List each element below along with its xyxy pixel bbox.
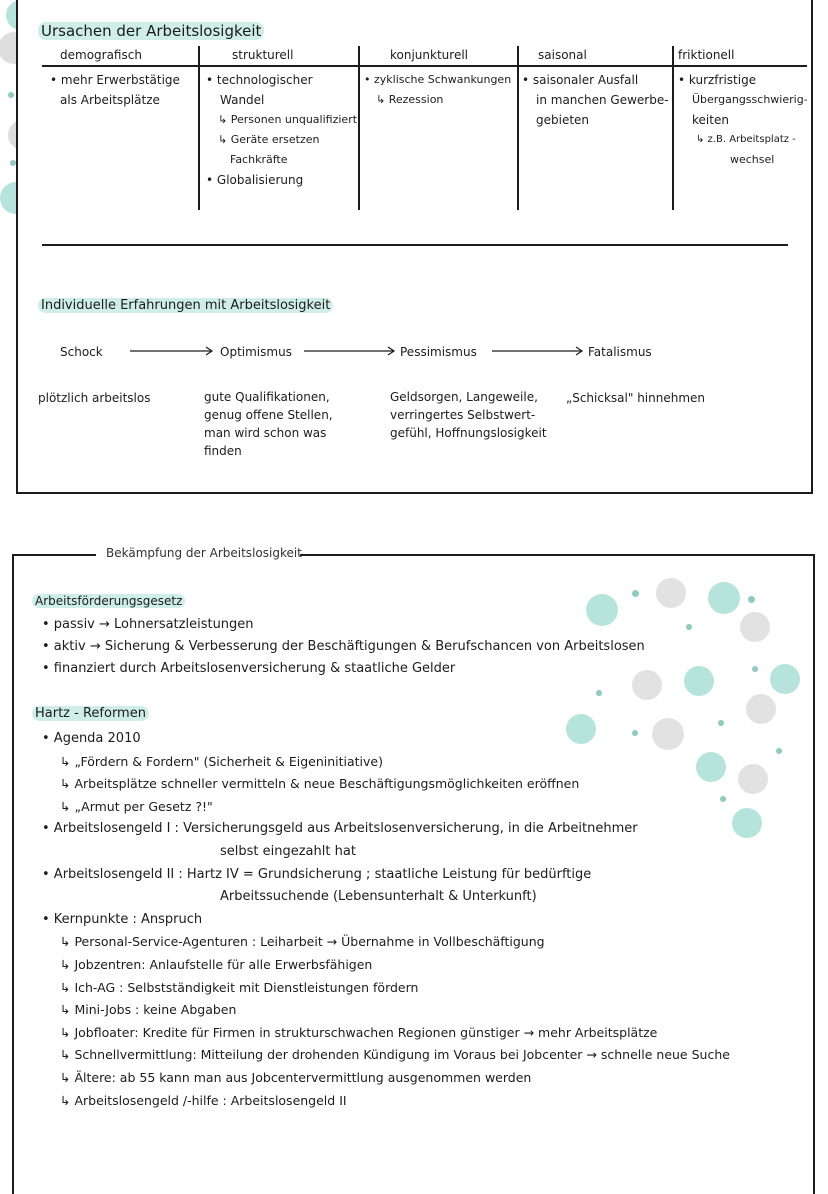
list-item: ↳ Rezession (376, 93, 444, 106)
list-item: keiten (692, 113, 729, 127)
table-divider-4 (672, 46, 674, 210)
stage-desc-fatalismus: „Schicksal" hinnehmen (566, 391, 706, 405)
list-item: • Agenda 2010 (42, 731, 141, 746)
col-strukturell-content (206, 70, 357, 190)
measures-title: Bekämpfung der Arbeitslosigkeit (106, 546, 302, 560)
table-divider-2 (358, 46, 360, 210)
list-item: ↳ Personal-Service-Agenturen : Leiharbeit → Übernahme in Vollbeschäftigung (60, 934, 545, 950)
list-item: • mehr Erwerbstätige (50, 73, 180, 87)
list-item: in manchen Gewerbe- (536, 93, 669, 107)
table-header-line (42, 65, 807, 67)
list-item: • Arbeitslosengeld II : Hartz IV = Grundsicherung ; staatliche Leistung für bedürftige (42, 866, 592, 882)
experience-title: Individuelle Erfahrungen mit Arbeitslosigkeit (38, 298, 333, 313)
afg-list (42, 614, 645, 680)
col-konjunkturell-content (364, 70, 511, 110)
list-item: ↳ Jobzentren: Anlaufstelle für alle Erwerbsfähigen (60, 956, 373, 972)
list-item: Fachkräfte (230, 153, 288, 166)
stage-optimismus: Optimismus (220, 345, 292, 359)
table-divider-3 (517, 46, 519, 210)
col-demografisch-content (50, 70, 180, 110)
list-item: • saisonaler Ausfall (522, 73, 639, 87)
col-friktionell-content (678, 70, 808, 170)
col-header-saisonal: saisonal (538, 48, 587, 62)
col-header-demografisch: demografisch (60, 48, 142, 62)
list-item: • aktiv → Sicherung & Verbesserung der Beschäftigungen & Berufschancen von Arbeitslosen (42, 639, 645, 654)
list-item: selbst eingezahlt hat (220, 843, 356, 859)
list-item: • kurzfristige (678, 73, 757, 87)
list-item: ↳ Mini-Jobs : keine Abgaben (60, 1002, 237, 1018)
list-item: • zyklische Schwankungen (364, 73, 512, 86)
list-item: ↳ Ich-AG : Selbstständigkeit mit Dienstleistungen fördern (60, 979, 419, 995)
list-item: ↳ Personen unqualifiziert (218, 113, 358, 126)
list-item: • finanziert durch Arbeitslosenversicherung & staatliche Gelder (42, 661, 456, 676)
list-item: Arbeitssuchende (Lebensunterhalt & Unterkunft) (220, 889, 537, 905)
list-item: ↳ „Fördern & Fordern" (Sicherheit & Eigeninitiative) (60, 753, 383, 769)
stage-fatalismus: Fatalismus (588, 345, 652, 359)
measures-card-top-left (12, 554, 96, 556)
hartz-title: Hartz - Reformen (32, 706, 149, 721)
list-item: ↳ Arbeitslosengeld /-hilfe : Arbeitslosengeld II (60, 1092, 347, 1108)
list-item: Übergangsschwierig- (692, 93, 808, 106)
list-item: Wandel (220, 93, 265, 107)
list-item: gebieten (536, 113, 590, 127)
list-item: als Arbeitsplätze (60, 93, 160, 107)
list-item: • Arbeitslosengeld I : Versicherungsgeld aus Arbeitslosenversicherung, in die Arbeitnehmer (42, 821, 638, 837)
afg-title: Arbeitsförderungsgesetz (32, 594, 185, 608)
table-divider-1 (198, 46, 200, 210)
stage-arrows (0, 340, 828, 360)
measures-card-top-right (300, 554, 815, 556)
list-item: • Kernpunkte : Anspruch (42, 911, 203, 927)
list-item: ↳ Schnellvermittlung: Mitteilung der drohenden Kündigung im Voraus bei Jobcenter → schnelle neue Suche (60, 1047, 730, 1063)
list-item: ↳ Jobfloater: Kredite für Firmen in strukturschwachen Regionen günstiger → mehr Arbeitsplätze (60, 1024, 658, 1040)
section-divider (42, 244, 788, 246)
stage-desc-optimismus: gute Qualifikationen, genug offene Stellen, man wird schon was finden (204, 390, 333, 458)
stage-desc-pessimismus: Geldsorgen, Langeweile, verringertes Selbstwert- gefühl, Hoffnungslosigkeit (390, 390, 547, 440)
list-item: ↳ Arbeitsplätze schneller vermitteln & neue Beschäftigungsmöglichkeiten eröffnen (60, 776, 580, 792)
hartz-list (42, 728, 730, 1112)
col-header-konjunkturell: konjunkturell (390, 48, 468, 62)
stage-pessimismus: Pessimismus (400, 345, 477, 359)
col-header-strukturell: strukturell (232, 48, 294, 62)
col-header-friktionell: friktionell (678, 48, 735, 62)
stage-schock: Schock (60, 345, 103, 359)
list-item: ↳ z.B. Arbeitsplatz - (696, 134, 796, 145)
causes-title: Ursachen der Arbeitslosigkeit (38, 22, 264, 40)
list-item: ↳ Geräte ersetzen (218, 133, 320, 146)
col-saisonal-content (522, 70, 669, 130)
stage-desc-schock: plötzlich arbeitslos (38, 391, 151, 405)
list-item: wechsel (730, 153, 775, 166)
list-item: • passiv → Lohnersatzleistungen (42, 617, 254, 632)
list-item: • technologischer (206, 73, 313, 87)
list-item: ↳ Ältere: ab 55 kann man aus Jobcentervermittlung ausgenommen werden (60, 1069, 532, 1085)
list-item: • Globalisierung (206, 173, 304, 187)
list-item: ↳ „Armut per Gesetz ?!" (60, 798, 213, 814)
